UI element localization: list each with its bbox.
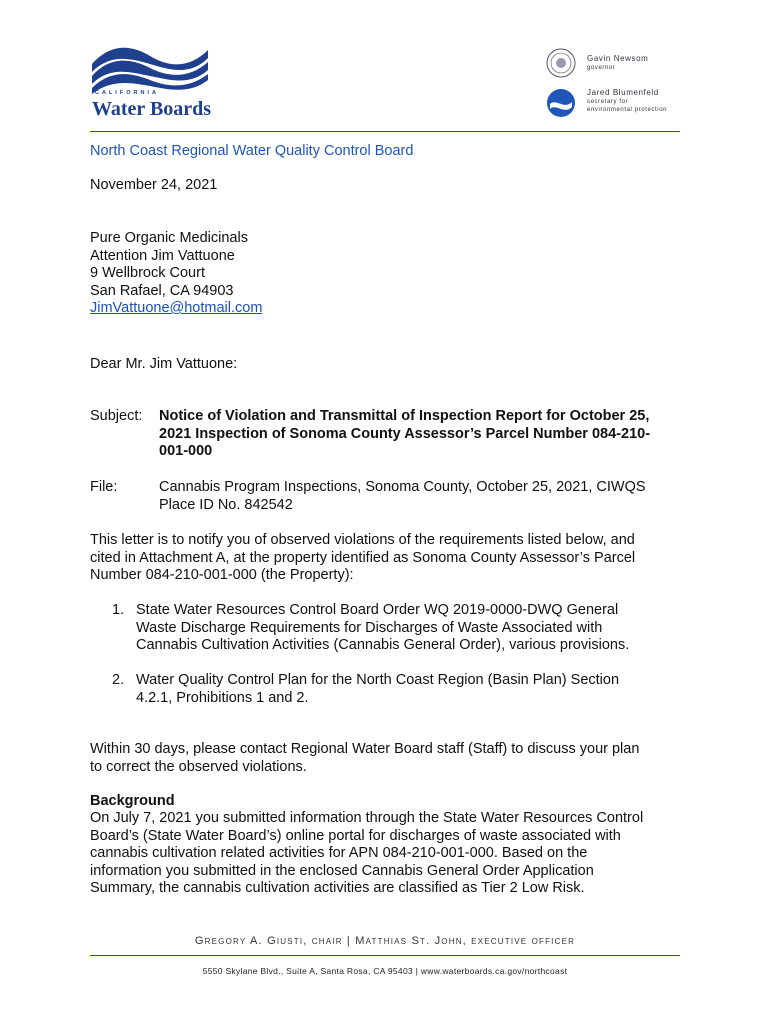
- recipient-email-link[interactable]: JimVattuone@hotmail.com: [90, 300, 263, 316]
- salutation: Dear Mr. Jim Vattuone:: [90, 356, 238, 372]
- file-line-1: Cannabis Program Inspections, Sonoma County, October 25, 2021, CIWQS: [159, 479, 646, 495]
- recipient-city: San Rafael, CA 94903: [90, 282, 234, 299]
- logo-california-text: CALIFORNIA: [95, 90, 159, 96]
- recipient-attention: Attention Jim Vattuone: [90, 247, 235, 264]
- background-paragraph: [90, 810, 680, 898]
- header-divider: [90, 131, 680, 132]
- violation-line: 4.2.1, Prohibitions 1 and 2.: [136, 689, 309, 706]
- violation-item-1: [112, 602, 672, 656]
- background-line-1: On July 7, 2021 you submitted information through the State Water Resources Control: [90, 810, 644, 826]
- file-text: [159, 479, 679, 514]
- subject-line-2: 2021 Inspection of Sonoma County Assessor’s Parcel Number 084-210-: [159, 425, 651, 442]
- file-label: File:: [90, 479, 118, 495]
- violation-line: Water Quality Control Plan for the North Coast Region (Basin Plan) Section: [136, 672, 620, 688]
- subject-label: Subject:: [90, 408, 143, 424]
- governor-name: Gavin Newsom: [587, 54, 649, 63]
- violation-line: Cannabis Cultivation Activities (Cannabis General Order), various provisions.: [136, 637, 630, 653]
- violation-number: 2.: [112, 672, 125, 688]
- recipient-org: Pure Organic Medicinals: [90, 230, 248, 246]
- violation-line: Waste Discharge Requirements for Discharges of Waste Associated with: [136, 619, 603, 636]
- violation-number: 1.: [112, 602, 125, 618]
- contact-paragraph: [90, 741, 680, 776]
- recipient-block: [90, 230, 262, 318]
- subject-text: [159, 408, 679, 461]
- background-line-3: cannabis cultivation related activities for APN 084-210-001-000. Based on the: [90, 845, 588, 861]
- contact-line-2: to correct the observed violations.: [90, 758, 307, 775]
- background-line-2: Board’s (State Water Board’s) online portal for discharges of waste associated with: [90, 827, 621, 844]
- letter-date: November 24, 2021: [90, 177, 218, 193]
- intro-line-1: This letter is to notify you of observed violations of the requirements listed below, and: [90, 532, 635, 548]
- logo-water-boards-text: Water Boards: [92, 98, 212, 120]
- footer-address: 5550 Skylane Blvd., Suite A, Santa Rosa, CA 95403 | www.waterboards.ca.gov/northcoast: [202, 966, 568, 976]
- background-line-5: Summary, the cannabis cultivation activities are classified as Tier 2 Low Risk.: [90, 880, 585, 896]
- subject-line-3: 001-000: [159, 443, 213, 459]
- subject-line-1: Notice of Violation and Transmittal of Inspection Report for October 25,: [159, 408, 650, 424]
- violation-item-2: [112, 672, 672, 708]
- footer-signatories: Gregory A. Giusti, chair | Matthias St. John, executive officer: [194, 935, 576, 947]
- secretary-title-line-2: environmental protection: [587, 107, 668, 113]
- footer-divider: [90, 955, 680, 956]
- contact-line-1: Within 30 days, please contact Regional Water Board staff (Staff) to discuss your plan: [90, 741, 640, 757]
- secretary-title-line-1: secretary for: [587, 99, 629, 105]
- calepa-seal-icon: [546, 88, 576, 118]
- intro-line-3: Number 084-210-001-000 (the Property):: [90, 567, 354, 583]
- recipient-street: 9 Wellbrock Court: [90, 265, 205, 281]
- background-line-4: information you submitted in the enclosed Cannabis General Order Application: [90, 862, 594, 879]
- background-heading: Background: [90, 793, 175, 809]
- wave-logo-icon: [90, 44, 230, 94]
- file-line-2: Place ID No. 842542: [159, 496, 293, 513]
- intro-paragraph: [90, 532, 680, 585]
- intro-line-2: cited in Attachment A, at the property identified as Sonoma County Assessor’s Parcel: [90, 549, 636, 566]
- secretary-name: Jared Blumenfeld: [587, 88, 659, 97]
- board-name: North Coast Regional Water Quality Control Board: [90, 143, 414, 159]
- violation-line: State Water Resources Control Board Order WQ 2019-0000-DWQ General: [136, 602, 619, 618]
- state-seal-icon: [546, 48, 576, 78]
- governor-title: governor: [587, 65, 616, 71]
